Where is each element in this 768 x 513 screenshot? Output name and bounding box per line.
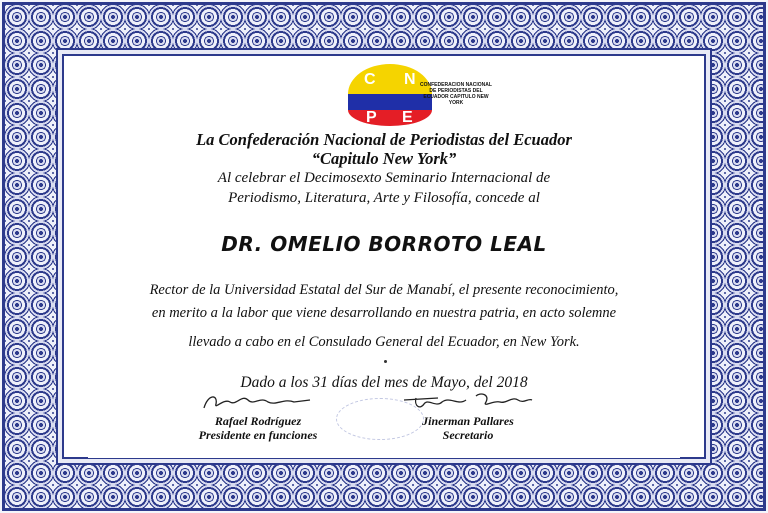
certificate-content [88,60,680,458]
signature-president-graphic [198,390,318,414]
intro-line-2: Periodismo, Literatura, Arte y Filosofía, concede al [228,190,540,206]
svg-text:N: N [404,71,416,88]
organization-name: La Confederación Nacional de Periodistas del Ecuador [196,130,572,149]
body-line-2: en merito a la labor que viene desarrollando en nuestra patria, en acto solemne [151,305,617,321]
svg-text:E: E [402,109,413,126]
recipient-name: DR. OMELIO BORROTO LEAL [221,232,547,256]
signature-name-president: Rafael Rodríguez [214,414,302,428]
logo-caption: CONFEDERACION NACIONAL DE PERIODISTAS DEL ECUADOR CAPITULO NEW YORK [420,82,492,106]
svg-text:C: C [364,71,376,88]
signature-block-secretary [398,390,538,442]
signature-title-secretary: Secretario [442,428,494,442]
body-line-1: Rector de la Universidad Estatal del Sur de Manabí, el presente reconocimiento, [149,282,619,298]
intro-line-1: Al celebrar el Decimosexto Seminario Internacional de [217,170,551,186]
signature-block-president [198,390,318,442]
issue-date: Dado a los 31 días del mes de Mayo, del 2018 [240,374,528,391]
svg-text:P: P [366,109,377,126]
signature-title-president: Presidente en funciones [198,428,318,442]
signature-secretary-graphic [398,390,538,414]
decorative-dot [384,360,387,363]
body-line-3: llevado a cabo en el Consulado General del Ecuador, en New York. [188,334,580,350]
signature-name-secretary: Jinerman Pallares [422,414,514,428]
chapter-name: “Capitulo New York” [311,149,457,168]
